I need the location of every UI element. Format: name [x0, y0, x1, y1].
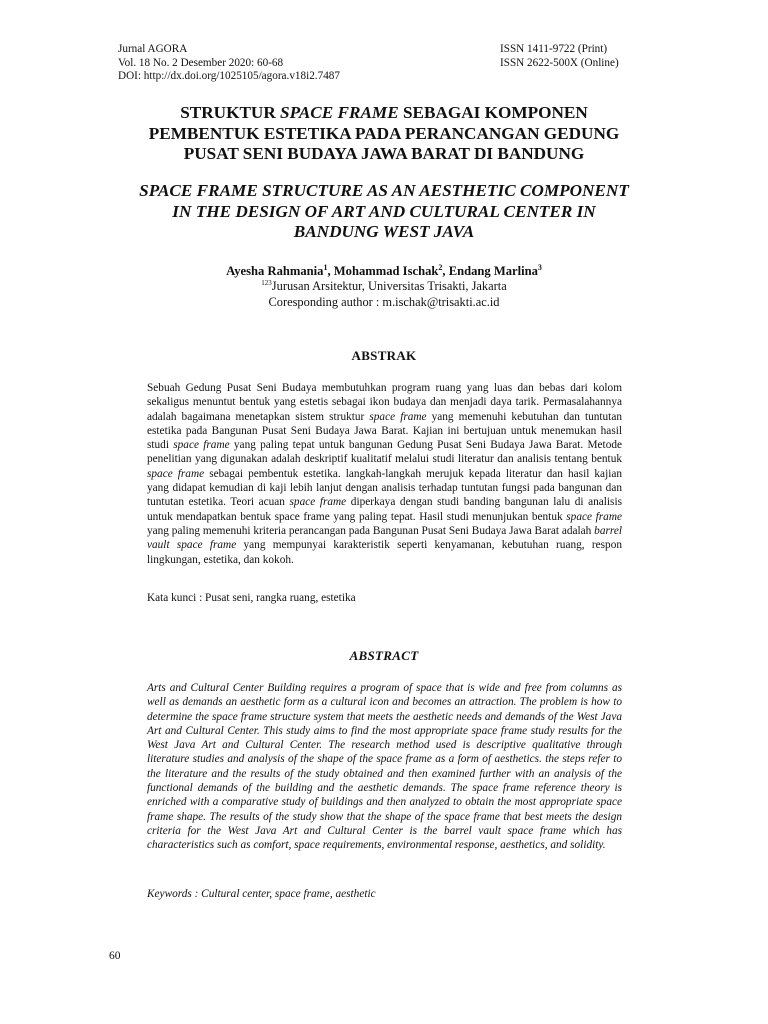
affiliation-sup: 123 [261, 279, 272, 287]
author-list: Ayesha Rahmania$^1$, Mohammad Ischak$^2$, Endang Marlina$^3$ [226, 263, 542, 278]
author-2: Mohammad Ischak [333, 264, 439, 278]
title-id-line1-italic: SPACE FRAME [280, 103, 399, 122]
affiliation [80, 276, 688, 295]
affiliation-block [80, 276, 688, 310]
title-id-line3: PUSAT SENI BUDAYA JAWA BARAT DI BANDUNG [183, 144, 585, 163]
abstrak-em-3: space frame [147, 467, 205, 480]
title-id-line1 [80, 103, 688, 124]
title-en-line3: BANDUNG WEST JAVA [293, 222, 475, 241]
abstrak-text-6: yang paling memenuhi kriteria perancangan pada Bangunan Pusat Seni Budaya Jawa Barat adalah [147, 524, 595, 537]
abstrak-text-7: yang mempunyai karakteristik seperti kenyamanan, kebutuhan ruang, respon lingkungan, estetika, dan kokoh. [147, 539, 622, 566]
abstrak-em-4: space frame [289, 496, 347, 509]
abstrak-body [147, 381, 622, 567]
abstrak-em-5: space frame [566, 510, 623, 523]
title-en-line2: IN THE DESIGN OF ART AND CULTURAL CENTER IN [172, 201, 596, 221]
keywords: Keywords : Cultural center, space frame, aesthetic [147, 888, 376, 900]
abstrak-heading: ABSTRAK [351, 348, 417, 363]
title-id-line1-a: STRUKTUR [180, 103, 281, 122]
abstrak-em-6: barrel vault space frame [147, 524, 622, 552]
abstrak-em-2: space frame [173, 439, 230, 452]
abstrak-text-5: diperkaya dengan studi banding bangunan lalu di analisis untuk mendapatkan bentuk space frame yang paling tepat. Hasil studi menunjukan bentuk [147, 496, 622, 523]
journal-name: Jurnal AGORA [118, 43, 188, 55]
journal-header-right [500, 43, 619, 70]
page-number: 60 [109, 950, 121, 962]
abstract-body: Arts and Cultural Center Building requires a program of space that is wide and free from columns as well as demands an aesthetic form as a cultural icon and becomes an attraction. The problem is how to determine the space frame structure system that meets the aesthetic needs and demands of the West Java Art and Cultural Center. This study aims to find the most appropriate space frame study results for the West Java Art and Cultural Center. The research method used is descriptive qualitative through literature studies and analysis of the shape of the space frame as a form of aesthetics. the steps refer to the literature and the results of the study obtained and then examined further with an analysis of the functional demands of the building and the aesthetic demands. The space frame reference theory is enriched with a comparative study of buildings and then analyzed to obtain the most appropriate space frame shape. The results of the study show that the shape of the space frame that best meets the design criteria for the West Java Art and Cultural Center is the barrel vault space frame which has characteristics such as comfort, space requirements, environmental response, aesthetics, and solidity. [147, 682, 622, 852]
affiliation-text: Jurusan Arsitektur, Universitas Trisakti, Jakarta [271, 279, 507, 293]
abstrak-text-1: Sebuah Gedung Pusat Seni Budaya membutuhkan program ruang yang luas dan bebas dari kolom sekaligus menuntut bentuk yang estetis sebagai ikon budaya dan menjadi daya tarik. Permasalahannya adalah bagaimana menetapkan sistem struktur [147, 382, 622, 423]
journal-volume: Vol. 18 No. 2 Desember 2020: 60-68 [118, 56, 284, 69]
author-3: Endang Marlina [448, 264, 538, 278]
abstrak-text-2: yang memenuhi kebutuhan dan tuntutan estetika pada Bangunan Pusat Seni Budaya Jawa Barat. Kajian ini bertujuan untuk menemukan hasil studi [147, 410, 622, 452]
abstrak-em-1: space frame [369, 410, 427, 423]
author-1: Ayesha Rahmania [226, 264, 324, 278]
title-id-line2: PEMBENTUK ESTETIKA PADA PERANCANGAN GEDUNG [148, 123, 620, 143]
title-indonesian [80, 103, 688, 165]
author-3-sup: 3 [537, 263, 542, 272]
abstrak-text-3: yang paling tepat untuk bangunan Gedung Pusat Seni Budaya Jawa Barat. Metode penelitian yang digunakan adalah deskriptif kualitatif melalui studi literatur dan analisis tentang bentuk [147, 439, 622, 466]
title-id-line1-c: SEBAGAI KOMPONEN [398, 103, 588, 122]
title-en-line1: SPACE FRAME STRUCTURE AS AN AESTHETIC COMPONENT [139, 181, 629, 200]
title-english [80, 181, 688, 243]
journal-header-left [118, 43, 340, 84]
kata-kunci: Kata kunci : Pusat seni, rangka ruang, estetika [147, 592, 356, 604]
issn-print: ISSN 1411-9722 (Print) [500, 43, 608, 55]
abstrak-text-4: sebagai pembentuk estetika. langkah-langkah merujuk kepada literatur dan hasil kajian yang didapat kemudian di kaji lebih lanjut dengan analisis terhadap tuntutan fungsi pada bangunan dan tuntutan estetika. Teori acuan [147, 467, 623, 509]
abstract-heading: ABSTRACT [349, 648, 419, 663]
issn-online: ISSN 2622-500X (Online) [500, 56, 619, 69]
author-1-sup: 1 [323, 263, 328, 272]
corresponding-author: Coresponding author : m.ischak@trisakti.ac.id [268, 294, 500, 309]
journal-doi: DOI: http://dx.doi.org/1025105/agora.v18i2.7487 [118, 70, 340, 82]
author-2-sup: 2 [438, 263, 443, 272]
